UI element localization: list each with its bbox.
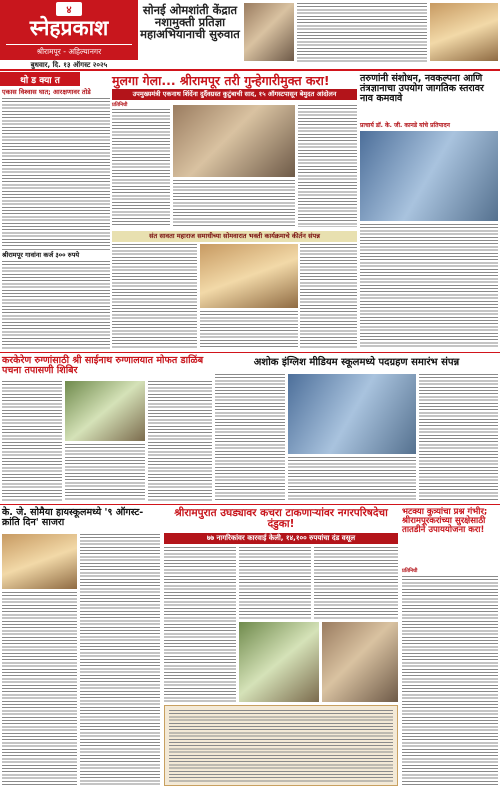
kirtan-text-2 xyxy=(300,244,357,349)
masthead xyxy=(0,0,500,69)
section-tag-label: थो ड क्या त xyxy=(20,76,60,86)
sweeper-headline: श्रीरामपुरात उघड्यावर कचरा टाकणाऱ्यांवर नगरपरिषदेचा दंडुका! xyxy=(174,507,388,531)
divider xyxy=(0,69,500,71)
sai-text-col3 xyxy=(65,444,145,501)
dog-headline: भटक्या कुत्र्यांचा प्रश्न गंभीर; श्रीरामपूरकरांच्या सुरक्षेसाठी तातडीने उपाययोजना करा! xyxy=(402,507,488,535)
somaiya-text-col2 xyxy=(2,592,77,786)
sai-text-col1 xyxy=(2,381,62,501)
kirtan-banner: संत सावता महाराज समाधीच्या सोमवारात भक्ती कार्यक्रमाचे कीर्तन संपन्न xyxy=(112,231,357,242)
brief1-headline: एकास विश्वास घात; आरक्षणावर तोडे xyxy=(2,88,91,96)
divider xyxy=(2,249,110,250)
divider xyxy=(0,352,500,353)
sai-text-col2 xyxy=(148,381,212,501)
somaiya-text-col1 xyxy=(80,534,160,786)
main-byline: प्रतिनिधी xyxy=(112,102,128,108)
somaiya-headline: के. जे. सोमैया हायस्कूलमध्ये '९ ऑगस्ट- क्रांति दिन' साजरा xyxy=(2,507,144,528)
brief2-text xyxy=(2,261,110,349)
main-story-col1 xyxy=(112,109,170,227)
divider xyxy=(0,504,500,505)
dog-text xyxy=(402,576,498,786)
lead-photo-2 xyxy=(430,3,498,61)
kirtan-photo xyxy=(200,244,298,308)
brief1-text xyxy=(2,98,110,246)
sweeper-text-col3 xyxy=(314,547,398,619)
lead-photo xyxy=(244,3,294,61)
lead-headline: सोनई ओमशांती केंद्रात नशामुक्ती प्रतिज्ञा महाअभियानाची सुरुवात xyxy=(140,3,240,42)
right-story-text xyxy=(360,224,498,349)
right-headline: तरुणांनी संशोधन, नवकल्पना आणि तंत्रज्ञानाचा उपयोग जागतिक स्तरावर नाव कमवावे xyxy=(360,73,484,104)
masthead-subtitle: श्रीरामपूर - अहिल्यानगर xyxy=(6,44,132,57)
main-headline: मुलगा गेला... श्रीरामपूर तरी गुन्हेगारीमुक्त करा! xyxy=(112,73,330,88)
sweeper-text-col2 xyxy=(239,547,311,619)
masthead-box xyxy=(0,0,138,60)
sai-photo xyxy=(65,381,145,441)
ashok-text-col3 xyxy=(288,457,416,501)
ashok-photo xyxy=(288,374,416,454)
sweeper-photo xyxy=(239,622,319,702)
main-banner: उपमुख्यमंत्री एकनाथ शिंदेंना दुर्दैवग्रस्त कुटुंबाची साद, १५ ऑगस्टपासून बेमुदत आंदोलन xyxy=(112,89,357,100)
dateline: बुधवार, दि. १३ ऑगस्ट २०२५ xyxy=(30,61,108,69)
sweeper-banner: ७७ नागरिकांवर कारवाई केली, १४,१०० रुपयांचा दंड वसूल xyxy=(164,533,398,544)
page-number-badge: ४ xyxy=(56,2,82,16)
sweeper-footer-text xyxy=(169,710,393,782)
right-subheadline: प्राचार्य डॉ. के. जी. कानडे यांचे प्रतिपादन xyxy=(360,122,450,129)
kirtan-text xyxy=(112,244,197,349)
ashok-headline: अशोक इंग्लिश मीडियम स्कूलमध्ये पदग्रहण समारंभ संपन्न xyxy=(253,357,460,368)
main-story-col2 xyxy=(298,105,357,227)
right-photo xyxy=(360,131,498,221)
somaiya-photo xyxy=(2,534,77,589)
kirtan-text-3 xyxy=(200,311,298,349)
sweeper-photo-2 xyxy=(322,622,398,702)
ashok-text-col2 xyxy=(419,374,498,501)
section-tag xyxy=(0,72,80,86)
dog-byline: प्रतिनिधी xyxy=(402,568,418,574)
sai-headline: करकेरेण रुग्णांसाठी श्री साईनाथ रुग्णालयात मोफत डाळिंब पचना तपासणी शिबिर xyxy=(2,355,204,376)
main-story-col3 xyxy=(173,180,295,227)
lead-story-text xyxy=(297,3,427,63)
brief2-headline: श्रीरामपूर गावांना कर्ज ३०० रुपये xyxy=(2,251,80,259)
sweeper-text-col1 xyxy=(164,547,236,702)
ashok-text-col1 xyxy=(215,374,285,501)
masthead-title: स्नेहप्रकाश xyxy=(29,16,109,40)
main-photo xyxy=(173,105,295,177)
sweeper-footer-box xyxy=(164,705,398,786)
